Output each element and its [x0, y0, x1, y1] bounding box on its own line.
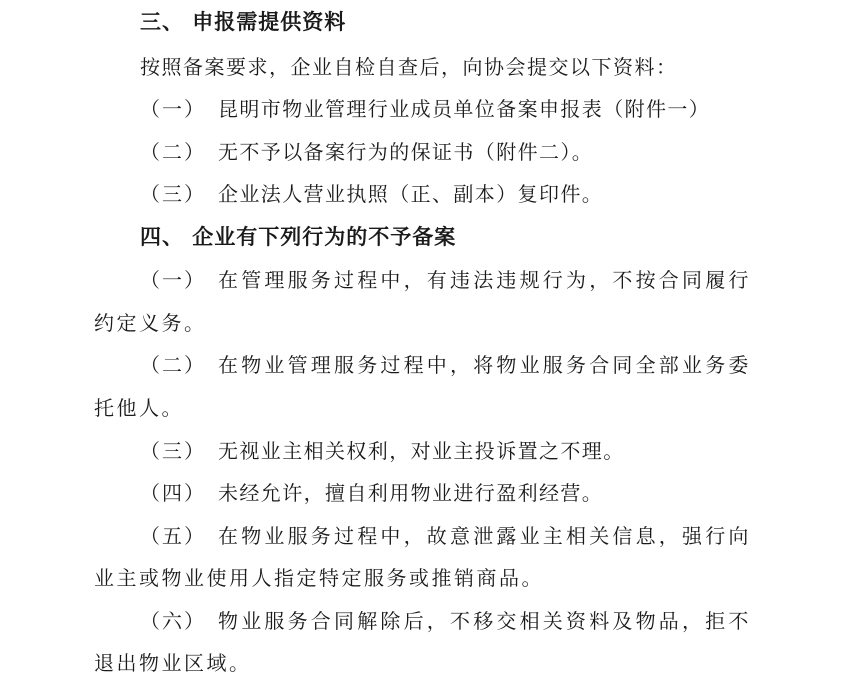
- section-3-item-1: [140, 94, 762, 124]
- section-4-item-5-continuation: 业主或物业使用人指定特定服务或推销商品。: [94, 566, 544, 590]
- item-text: 未经允许，擅自利用物业进行盈利经营。: [218, 481, 604, 505]
- section-4-item-1-continuation: 约定义务。: [94, 311, 207, 335]
- item-number: （六）: [140, 609, 206, 633]
- item-text: 昆明市物业管理行业成员单位备案申报表（附件一）: [218, 97, 711, 121]
- section-4-item-5: [140, 521, 762, 551]
- item-number: （二）: [140, 353, 206, 377]
- section-4-item-2: [140, 350, 762, 380]
- item-text: 在管理服务过程中，有违法违规行为，不按合同履行: [218, 268, 752, 292]
- item-number: （三）: [140, 439, 206, 463]
- item-number: （四）: [140, 481, 206, 505]
- section-3-heading: 三、 申报需提供资料: [140, 10, 347, 34]
- item-text: 无视业主相关权利，对业主投诉置之不理。: [218, 439, 625, 463]
- item-number: （三）: [140, 182, 206, 206]
- section-4-item-2-continuation: 托他人。: [94, 396, 184, 420]
- section-4-item-6-continuation: 退出物业区域。: [94, 651, 252, 675]
- section-4-item-6: [140, 606, 762, 636]
- item-number: （一）: [140, 268, 206, 292]
- item-text: 在物业管理服务过程中，将物业服务合同全部业务委: [218, 353, 752, 377]
- item-number: （五）: [140, 524, 206, 548]
- item-number: （一）: [140, 97, 206, 121]
- item-text: 无不予以备案行为的保证书（附件二）。: [218, 140, 594, 164]
- section-4-heading: 四、 企业有下列行为的不予备案: [140, 225, 457, 249]
- section-4-item-4: [140, 478, 762, 508]
- section-3-intro: 按照备案要求，企业自检自查后，向协会提交以下资料：: [140, 55, 678, 79]
- item-number: （二）: [140, 140, 206, 164]
- section-4-item-1: [140, 265, 762, 295]
- item-text: 在物业服务过程中，故意泄露业主相关信息，强行向: [218, 524, 752, 548]
- section-3-item-3: [140, 179, 762, 209]
- section-4-item-3: [140, 436, 762, 466]
- section-3-item-2: [140, 137, 762, 167]
- item-text: 企业法人营业执照（正、副本）复印件。: [218, 182, 604, 206]
- item-text: 物业服务合同解除后，不移交相关资料及物品，拒不: [218, 609, 752, 633]
